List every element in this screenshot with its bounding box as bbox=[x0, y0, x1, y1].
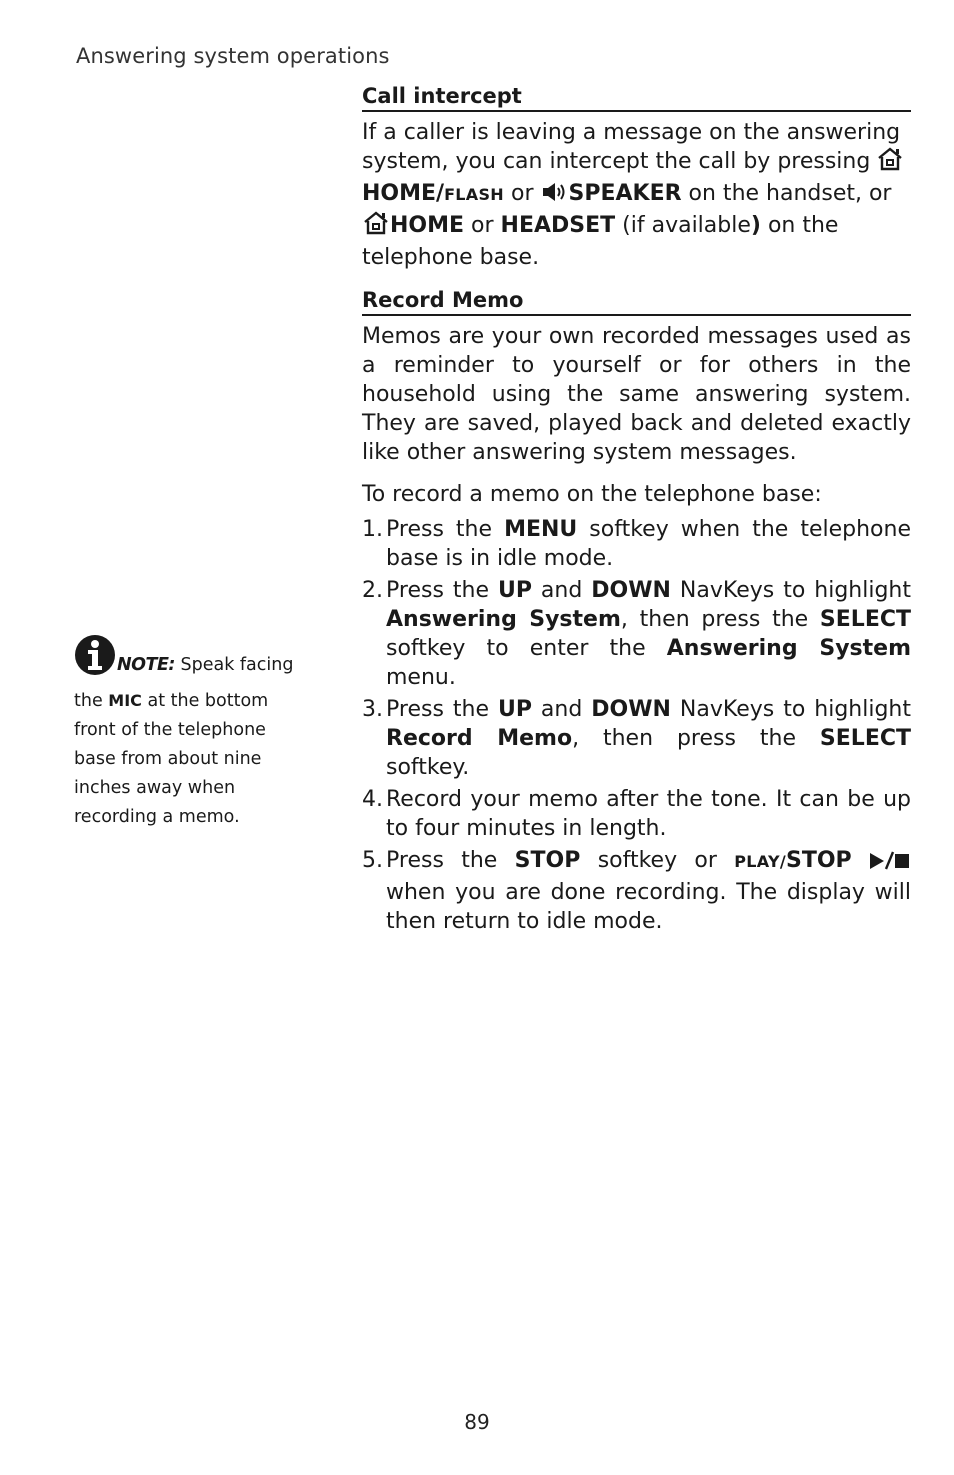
text-run: NavKeys to highlight bbox=[670, 578, 911, 603]
key-up: UP bbox=[497, 697, 532, 722]
home-icon bbox=[877, 147, 903, 179]
list-item bbox=[362, 785, 911, 843]
text-run: If a caller is leaving a message on the answering system, you can intercept the call by pressing bbox=[362, 120, 901, 174]
record-memo-intro: Memos are your own recorded messages used as a reminder to yourself or for others in the household using the same answering system. They are saved, played back and deleted exactly like other answering system messages. bbox=[362, 324, 911, 465]
key-down: DOWN bbox=[591, 578, 671, 603]
sidebar-note bbox=[74, 634, 302, 832]
text-run: and bbox=[531, 578, 592, 603]
text-run: softkey. bbox=[386, 755, 470, 780]
section-title-record-memo: Record Memo bbox=[362, 286, 911, 316]
list-item bbox=[362, 576, 911, 692]
text-run: or bbox=[504, 181, 541, 206]
list-item bbox=[362, 695, 911, 782]
step-number: 4. bbox=[362, 787, 383, 812]
menu-answering-system: Answering System bbox=[386, 607, 621, 632]
list-item bbox=[362, 846, 911, 936]
text-run: menu. bbox=[386, 665, 456, 690]
list-item bbox=[362, 515, 911, 573]
key-headset: HEADSET bbox=[500, 213, 616, 238]
key-play: PLAY/ bbox=[734, 852, 786, 871]
key-mic: MIC bbox=[108, 691, 142, 710]
text-run: on the handset, or bbox=[681, 181, 892, 206]
text-run: softkey when the telephone base is in idle mode. bbox=[386, 517, 911, 571]
call-intercept-paragraph bbox=[362, 118, 911, 272]
key-home: HOME bbox=[390, 213, 465, 238]
key-select: SELECT bbox=[819, 607, 911, 632]
menu-record-memo: Record Memo bbox=[386, 726, 573, 751]
text-run: and bbox=[531, 697, 592, 722]
text-run: when you are done recording. The display will then return to idle mode. bbox=[386, 880, 911, 934]
key-up: UP bbox=[497, 578, 532, 603]
text-run: Press the bbox=[386, 578, 498, 603]
text-run: ) bbox=[750, 213, 761, 238]
text-run: softkey to enter the bbox=[386, 636, 667, 661]
key-down: DOWN bbox=[591, 697, 671, 722]
step-number: 3. bbox=[362, 697, 383, 722]
text-run: softkey or bbox=[580, 848, 735, 873]
text-run: Speak facing the bbox=[74, 655, 294, 711]
running-header: Answering system operations bbox=[76, 44, 390, 68]
key-home-flash: HOME/ bbox=[362, 181, 445, 206]
text-run: on the telephone base. bbox=[362, 213, 839, 270]
text-run: at the bottom front of the telephone base from about nine inches away when recording a memo. bbox=[74, 691, 269, 827]
speaker-icon bbox=[541, 181, 569, 211]
key-flash: FLASH bbox=[444, 185, 504, 204]
step-number: 1. bbox=[362, 517, 383, 542]
play-stop-icon bbox=[869, 849, 911, 878]
text-run: Press the bbox=[386, 697, 498, 722]
text-run: NavKeys to highlight bbox=[670, 697, 911, 722]
text-run: or bbox=[464, 213, 501, 238]
key-stop: STOP bbox=[514, 848, 581, 873]
text-run: (if available bbox=[615, 213, 751, 238]
text-run: Record your memo after the tone. It can be up to four minutes in length. bbox=[386, 787, 911, 841]
key-select: SELECT bbox=[819, 726, 911, 751]
section-title-call-intercept: Call intercept bbox=[362, 82, 911, 112]
home-icon bbox=[362, 211, 390, 243]
text-run: , then press the bbox=[620, 607, 820, 632]
note-label: NOTE: bbox=[117, 655, 175, 675]
key-speaker: SPEAKER bbox=[568, 181, 682, 206]
page-number: 89 bbox=[464, 1410, 490, 1434]
key-menu: MENU bbox=[504, 517, 578, 542]
key-stop: STOP bbox=[785, 848, 852, 873]
menu-answering-system: Answering System bbox=[666, 636, 911, 661]
text-run: , then press the bbox=[572, 726, 820, 751]
record-memo-lead: To record a memo on the telephone base: bbox=[362, 482, 822, 507]
text-run: Press the bbox=[386, 517, 505, 542]
step-number: 5. bbox=[362, 848, 383, 873]
info-icon bbox=[74, 634, 116, 686]
text-run: Press the bbox=[386, 848, 515, 873]
steps-list bbox=[362, 515, 911, 936]
step-number: 2. bbox=[362, 578, 383, 603]
main-column bbox=[362, 82, 911, 939]
